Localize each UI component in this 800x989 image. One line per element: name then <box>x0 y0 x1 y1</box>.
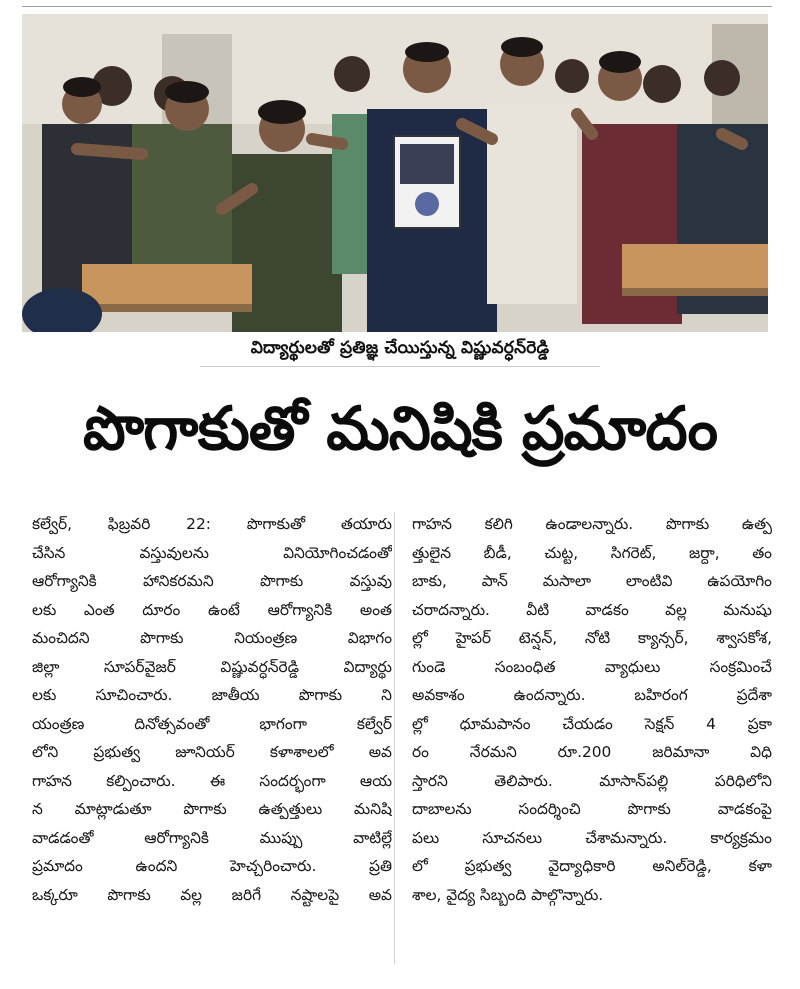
body-line: ఆరోగ్యానికి హానికరమని పొగాకు వస్తువు <box>32 572 392 590</box>
body-line: కల్వేర్, ఫిబ్రవరి 22: పొగాకుతో తయారు <box>32 515 392 533</box>
photo-caption: విద్యార్థులతో ప్రతిజ్ఞ చేయిస్తున్న విష్ణువర్ధన్‌రెడ్డి <box>250 338 550 358</box>
right-column <box>412 510 772 909</box>
caption-divider <box>200 366 600 367</box>
body-line: త్తులైన బీడీ, చుట్ట, సిగరెట్, జర్దా, తం <box>412 543 772 562</box>
body-line: లకు ఎంత దూరం ఉంటే ఆరోగ్యానికి అంత <box>32 600 392 619</box>
body-line: దాబాలను సందర్శించి పొగాకు వాడకంపై <box>412 800 772 818</box>
body-line: మంచిదని పొగాకు నియంత్రణ విభాగం <box>32 629 392 647</box>
body-line: చేసిన వస్తువులను వినియోగించడంతో <box>32 543 392 562</box>
body-line: గుండె సంబంధిత వ్యాధులు సంక్రమించే <box>412 657 772 676</box>
headline: పొగాకుతో మనిషికి ప్రమాదం <box>82 394 718 464</box>
body-line: వాడడంతో ఆరోగ్యానికి ముప్పు వాటిల్లే <box>32 828 392 847</box>
body-line: పలు సూచనలు చేశామన్నారు. కార్యక్రమం <box>412 828 772 847</box>
body-line: లకు సూచించారు. జాతీయ పొగాకు ని <box>32 686 392 704</box>
body-line: రం నేరమని రూ.200 జరిమానా విధి <box>412 743 772 761</box>
body-line: శాల, వైద్య సిబ్బంది పాల్గొన్నారు. <box>412 885 604 904</box>
body-line: అవకాశం ఉందన్నారు. బహిరంగ ప్రదేశా <box>412 686 772 704</box>
body-line: లో ప్రభుత్వ వైద్యాధికారి అనిల్‌రెడ్డి, కళా <box>412 857 772 875</box>
body-line: ఒక్కరూ పొగాకు వల్ల జరిగే నష్టాలపై అవ <box>32 885 392 904</box>
body-line: ల్లో హైపర్ టెన్షన్, నోటి క్యాన్సర్, శ్వాసకోశ, <box>412 629 772 647</box>
body-line: న మాట్లాడుతూ పొగాకు ఉత్పత్తులు మనిషి <box>32 800 392 818</box>
body-line: చరాదన్నారు. వీటి వాడకం వల్ల మనుషు <box>412 600 772 619</box>
body-line: స్తారని తెలిపారు. మాసాన్‌పల్లి పరిధిలోని <box>412 771 772 790</box>
top-rule <box>22 6 772 7</box>
column-divider <box>394 512 395 964</box>
body-line: బాకు, పాన్ మసాలా లాంటివి ఉపయోగిం <box>412 572 772 590</box>
left-column <box>32 510 392 909</box>
body-line: ప్రమాదం ఉందని హెచ్చరించారు. ప్రతి <box>32 857 392 875</box>
body-line: గాహన కలిగి ఉండాలన్నారు. పొగాకు ఉత్ప <box>412 515 772 533</box>
body-line: ల్లో ధూమపానం చేయడం సెక్షన్ 4 ప్రకా <box>412 714 772 733</box>
body-line: జిల్లా సూపర్‌వైజర్ విష్ణువర్ధన్‌రెడ్డి విద్యార్థు <box>32 657 392 676</box>
news-photo <box>22 14 768 332</box>
body-line: గాహన కల్పించారు. ఈ సందర్భంగా ఆయ <box>32 771 392 790</box>
body-line: లోని ప్రభుత్వ జూనియర్ కళాశాలలో అవ <box>32 743 392 761</box>
body-line: యంత్రణ దినోత్సవంతో భాగంగా కల్వేర్ <box>32 714 392 733</box>
